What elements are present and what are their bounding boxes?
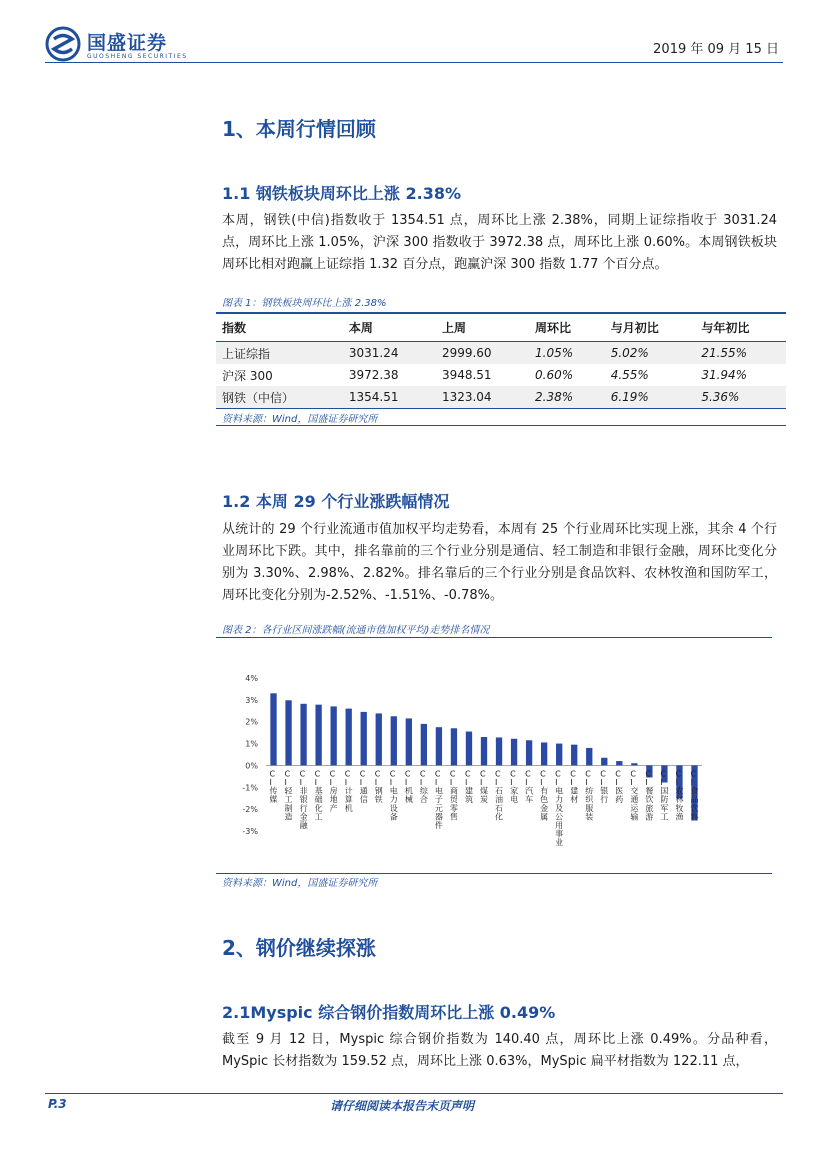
bar: [421, 724, 427, 766]
y-tick-label: 4%: [245, 674, 258, 683]
chart-svg: [216, 640, 772, 872]
category-label: C I 食品饮料: [690, 769, 699, 822]
category-label: C I 传媒: [269, 769, 278, 805]
page-number: P.3: [48, 1097, 67, 1111]
bar: [601, 758, 607, 766]
section-1-2-paragraph: 从统计的 29 个行业流通市值加权平均走势看，本周有 25 个行业周环比实现上涨，其余 4 个行业周环比下跌。其中，排名靠前的三个行业分别是通信、轻工制造和非银行金融，周环比变化分别为 3.30%、2.98%、2.82%。排名靠后的三个行业分别是食品饮料、农林牧渔和国防军工，周环比变化分别为-2.52%、-1.51%、-0.78%。: [222, 522, 777, 603]
table-cell: 2.38%: [529, 386, 605, 409]
section-1-2-title: 1.2 本周 29 个行业涨跌幅情况: [222, 492, 450, 511]
category-label: C I 餐饮旅游: [645, 769, 654, 822]
col-header-last-week: 上周: [436, 313, 529, 342]
report-date: 2019 年 09 月 15 日: [653, 42, 779, 57]
bar: [466, 732, 472, 766]
category-label: C I 钢铁: [374, 769, 383, 805]
category-label: C I 交通运输: [630, 769, 639, 822]
category-label: C I 石油石化: [495, 769, 504, 822]
table-cell: 21.55%: [695, 342, 786, 365]
category-label: C I 综合: [419, 769, 428, 805]
category-label: C I 纺织服装: [585, 769, 594, 822]
category-label: C I 机械: [404, 769, 413, 805]
category-label: C I 家电: [510, 769, 519, 805]
bar: [285, 700, 291, 765]
section-1-title: 1、本周行情回顾: [222, 117, 376, 141]
category-label: C I 银行: [600, 769, 609, 805]
category-label: C I 医药: [615, 769, 624, 805]
bar: [631, 763, 637, 765]
bar: [330, 706, 336, 765]
category-label: C I 电力设备: [389, 769, 398, 822]
chart-2-top-rule: [216, 637, 772, 638]
col-header-this-week: 本周: [343, 313, 436, 342]
table-cell: 3031.24: [343, 342, 436, 365]
footer-disclaimer: 请仔细阅读本报告末页声明: [330, 1099, 475, 1113]
table-header-row: [216, 313, 786, 342]
category-label: C I 计算机: [344, 769, 353, 813]
industry-performance-chart: [216, 640, 772, 872]
category-label: C I 商贸零售: [449, 769, 458, 822]
bar: [436, 727, 442, 765]
category-label: C I 房地产: [329, 769, 338, 813]
index-performance-table: [216, 312, 786, 409]
bar: [481, 737, 487, 765]
table-cell: 4.55%: [610, 368, 649, 382]
bar: [346, 709, 352, 766]
category-label: C I 农林牧渔: [675, 769, 684, 822]
bar: [300, 704, 306, 766]
category-label: C I 汽车: [525, 769, 534, 805]
bar: [451, 728, 457, 765]
bar: [391, 716, 397, 765]
category-label: C I 电子元器件: [434, 769, 443, 831]
category-label: C I 有色金属: [540, 769, 549, 822]
table-cell: 钢铁（中信）: [216, 386, 343, 409]
category-label: C I 轻工制造: [284, 769, 293, 822]
table-cell: 3948.51: [441, 368, 492, 382]
col-header-index: 指数: [216, 313, 343, 342]
section-1-1-title: 1.1 钢铁板块周环比上涨 2.38%: [222, 184, 461, 203]
table-row: [216, 364, 786, 386]
table-cell: 3972.38: [348, 368, 399, 382]
bar: [376, 713, 382, 765]
bar: [571, 745, 577, 766]
table-cell: 6.19%: [605, 386, 696, 409]
bar: [511, 739, 517, 766]
brand-name: 国盛证券: [87, 32, 168, 54]
chart-2-source: 资料来源：Wind，国盛证券研究所: [222, 878, 378, 889]
col-header-mtd: 与月初比: [605, 313, 696, 342]
header-rule: [45, 62, 783, 63]
bar: [406, 718, 412, 765]
col-header-ytd: 与年初比: [695, 313, 786, 342]
table-cell: 1.05%: [529, 342, 605, 365]
bar: [541, 742, 547, 765]
table-cell: 1354.51: [343, 386, 436, 409]
section-2-1-title: 2.1Myspic 综合钢价指数周环比上涨 0.49%: [222, 1003, 556, 1022]
section-2-1-paragraph: 截至 9 月 12 日，Myspic 综合钢价指数为 140.40 点，周环比上涨 0.49%。分品种看，MySpic 长材指数为 159.52 点，周环比上涨 0.63%，MySpic 扁平材指数为 122.11 点，: [222, 1032, 777, 1069]
logo-mark-icon: [45, 26, 81, 62]
table-cell: 上证综指: [216, 342, 343, 365]
table-cell: 2999.60: [436, 342, 529, 365]
y-tick-label: 1%: [245, 739, 258, 749]
category-label: C I 建筑: [464, 769, 473, 805]
bar: [526, 740, 532, 765]
table-cell: 5.36%: [695, 386, 786, 409]
table-cell: 0.60%: [535, 368, 574, 382]
col-header-wow: 周环比: [529, 313, 605, 342]
y-tick-label: 0%: [245, 761, 258, 771]
y-tick-label: 3%: [245, 695, 258, 705]
table-1-bottom-rule: [216, 425, 786, 426]
category-label: C I 国防军工: [660, 769, 669, 822]
bar: [315, 705, 321, 766]
table-cell: 1323.04: [436, 386, 529, 409]
y-tick-label: 2%: [245, 717, 258, 727]
table-row: [216, 342, 786, 365]
y-tick-label: -2%: [242, 805, 258, 815]
brand-subtitle: GUOSHENG SECURITIES: [87, 53, 188, 60]
chart-2-caption: 图表 2：各行业区间涨跌幅(流通市值加权平均)走势排名情况: [222, 625, 490, 636]
table-1-caption: 图表 1：钢铁板块周环比上涨 2.38%: [222, 298, 387, 309]
bar: [270, 693, 276, 765]
table-cell: 沪深 300: [222, 368, 273, 383]
bar: [616, 761, 622, 765]
table-cell: 5.02%: [605, 342, 696, 365]
category-label: C I 电力及公用事业: [555, 769, 564, 848]
y-tick-label: -1%: [242, 783, 258, 793]
section-1-1-paragraph: 本周，钢铁(中信)指数收于 1354.51 点，周环比上涨 2.38%，同期上证综指收于 3031.24 点，周环比上涨 1.05%，沪深 300 指数收于 3972.38 点，周环比上涨 0.60%。本周钢铁板块周环比相对跑赢上证综指 1.32 百分点，跑赢沪深 300 指数 1.77 个百分点。: [222, 213, 777, 272]
table-cell: 31.94%: [701, 368, 748, 382]
section-2-title: 2、钢价继续探涨: [222, 936, 376, 960]
y-tick-label: -3%: [242, 827, 258, 836]
category-label: C I 通信: [359, 769, 368, 805]
category-label: C I 建材: [570, 769, 579, 805]
category-label: C I 基础化工: [314, 769, 323, 822]
category-label: C I 非银行金融: [299, 769, 308, 831]
bar: [496, 737, 502, 765]
footer-rule: [45, 1093, 783, 1094]
bar: [556, 744, 562, 766]
brand-logo: [45, 24, 195, 64]
bar: [361, 712, 367, 766]
table-row: [216, 386, 786, 409]
table-1-source: 资料来源：Wind，国盛证券研究所: [222, 414, 378, 425]
bar: [586, 748, 592, 765]
category-label: C I 煤炭: [480, 769, 488, 805]
